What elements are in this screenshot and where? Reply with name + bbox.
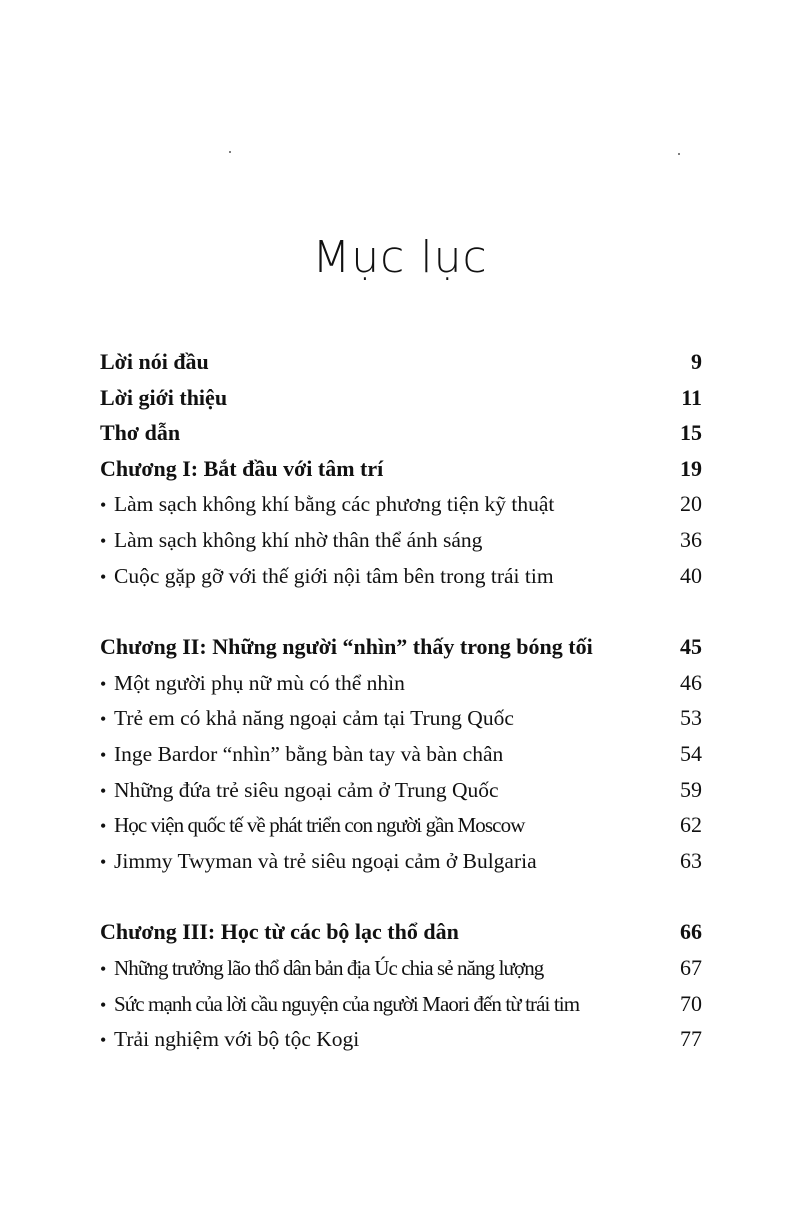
bullet-icon: •: [100, 495, 107, 516]
toc-entry-title: Chương II: Những người “nhìn” thấy trong bóng tối: [100, 634, 593, 660]
toc-subentry: [100, 486, 702, 522]
toc-subentry: [100, 700, 702, 736]
toc-entry-page: 63: [680, 847, 702, 873]
page-speck: [229, 151, 231, 153]
toc-entry-page: 62: [680, 812, 702, 838]
table-of-contents: [100, 344, 702, 1057]
bullet-icon: •: [100, 673, 107, 694]
toc-section-chapter-2: [100, 629, 702, 878]
toc-entry-page: 45: [680, 634, 702, 660]
toc-entry-page: 70: [680, 990, 702, 1016]
toc-entry-page: 36: [680, 526, 702, 552]
bullet-icon: •: [100, 851, 107, 872]
bullet-icon: •: [100, 994, 106, 1015]
toc-entry-page: 15: [680, 420, 702, 446]
bullet-icon: •: [100, 780, 107, 801]
toc-chapter-heading: [100, 914, 702, 950]
toc-entry-page: 67: [680, 954, 702, 980]
toc-entry-page: 40: [680, 562, 702, 588]
toc-subentry: [100, 1021, 702, 1057]
bullet-icon: •: [100, 958, 106, 979]
toc-subentry: [100, 772, 702, 808]
bullet-icon: •: [100, 709, 107, 730]
page-speck: [678, 153, 680, 155]
toc-entry-title: • Những trưởng lão thổ dân bản địa Úc chia sẻ năng lượng: [100, 951, 543, 988]
toc-entry-title: Lời nói đầu: [100, 349, 209, 374]
toc-entry-page: 53: [680, 705, 702, 731]
page-title: Mục lục: [312, 232, 488, 283]
toc-entry-title: Chương I: Bắt đầu với tâm trí: [100, 455, 384, 481]
toc-entry-page: 11: [681, 384, 702, 410]
toc-entry-page: 46: [680, 669, 702, 695]
toc-entry-page: 19: [680, 455, 702, 481]
toc-entry: [100, 344, 702, 380]
toc-entry-title: Thơ dẫn: [100, 420, 181, 446]
toc-chapter-heading: [100, 629, 702, 665]
toc-entry-title: Lời giới thiệu: [100, 384, 228, 410]
toc-entry-page: 20: [680, 491, 702, 517]
toc-entry-title: • Trải nghiệm với bộ tộc Kogi: [100, 1022, 359, 1059]
toc-section-chapter-3: [100, 914, 702, 1056]
toc-entry-title: • Làm sạch không khí bằng các phương tiện kỹ thuật: [100, 487, 554, 524]
toc-entry-title: • Jimmy Twyman và trẻ siêu ngoại cảm ở Bulgaria: [100, 844, 537, 881]
toc-entry-title: Chương III: Học từ các bộ lạc thổ dân: [100, 919, 459, 945]
toc-entry-title: • Inge Bardor “nhìn” bằng bàn tay và bàn chân: [100, 737, 503, 774]
toc-subentry: [100, 558, 702, 594]
toc-entry-title: • Trẻ em có khả năng ngoại cảm tại Trung Quốc: [100, 701, 514, 738]
toc-chapter-heading: [100, 451, 702, 487]
toc-subentry: [100, 950, 702, 986]
bullet-icon: •: [100, 1030, 107, 1051]
toc-subentry: [100, 665, 702, 701]
toc-subentry: [100, 986, 702, 1022]
toc-entry-title: • Sức mạnh của lời cầu nguyện của người Maori đến từ trái tim: [100, 987, 579, 1024]
toc-subentry: [100, 807, 702, 843]
bullet-icon: •: [100, 566, 107, 587]
toc-entry: [100, 380, 702, 416]
toc-entry-page: 54: [680, 740, 702, 766]
toc-subentry: [100, 843, 702, 879]
toc-entry-title: • Học viện quốc tế về phát triển con người gần Moscow: [100, 808, 524, 845]
bullet-icon: •: [100, 744, 107, 765]
toc-entry-page: 9: [691, 349, 702, 374]
bullet-icon: •: [100, 816, 106, 837]
toc-entry-title: • Làm sạch không khí nhờ thân thể ánh sáng: [100, 523, 482, 560]
bullet-icon: •: [100, 530, 107, 551]
toc-entry-page: 77: [680, 1026, 702, 1052]
toc-entry: [100, 415, 702, 451]
toc-entry-title: • Cuộc gặp gỡ với thế giới nội tâm bên trong trái tim: [100, 559, 554, 596]
toc-entry-title: • Một người phụ nữ mù có thể nhìn: [100, 666, 405, 703]
toc-subentry: [100, 736, 702, 772]
toc-entry-page: 59: [680, 776, 702, 802]
toc-section-intro: [100, 344, 702, 593]
toc-entry-page: 66: [680, 919, 702, 945]
toc-entry-title: • Những đứa trẻ siêu ngoại cảm ở Trung Quốc: [100, 773, 499, 810]
toc-subentry: [100, 522, 702, 558]
